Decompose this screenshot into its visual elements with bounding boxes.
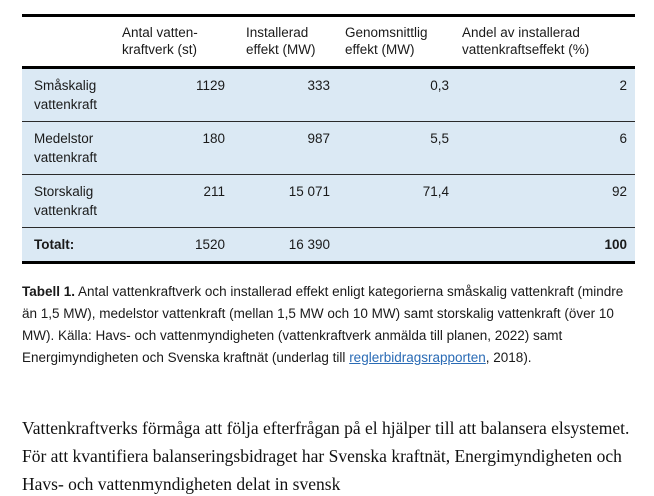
column-header-antal-vattenkraftverk: Antal vatten-kraftverk (st)	[122, 16, 246, 68]
column-header-empty	[22, 16, 122, 68]
cell-genomsnittlig: 5,5	[345, 122, 462, 175]
body-paragraph: Vattenkraftverks förmåga att följa efterfrågan på el hjälper till att balansera elsystemet. För att kvantifiera balanseringsbidraget har Svenska kraftnät, Energimyndigheten och Havs- och vattenmyndigheten delat in svensk	[22, 417, 630, 494]
hydropower-table-wrapper	[22, 14, 635, 264]
cell-antal: 211	[122, 175, 246, 228]
reglerbidragsrapporten-link[interactable]: reglerbidragsrapporten	[349, 349, 486, 365]
column-header-installerad-effekt: Installerad effekt (MW)	[246, 16, 345, 68]
column-header-genomsnittlig-effekt: Genomsnittlig effekt (MW)	[345, 16, 462, 68]
table-header-row	[22, 16, 635, 68]
cell-antal: 180	[122, 122, 246, 175]
cell-genomsnittlig: 0,3	[345, 68, 462, 122]
cell-installerad: 16 390	[246, 228, 345, 263]
table-caption	[22, 281, 640, 369]
cell-installerad: 333	[246, 68, 345, 122]
column-header-andel-installerad: Andel av installerad vattenkraftseffekt (%)	[462, 16, 635, 68]
hydropower-table	[22, 14, 635, 264]
cell-category-label: Medelstor vattenkraft	[22, 122, 122, 175]
caption-text: Antal vattenkraftverk och installerad effekt enligt kategorierna småskalig vattenkraft (mindre än 1,5 MW), medelstor vattenkraft (mellan 1,5 MW och 10 MW) samt storskalig vattenkraft (över 10 MW). Källa: Havs- och vattenmyndigheten (vattenkraftverk anmälda till planen, 2022) samt Energimyndigheten och Svenska kraftnät (underlag till	[22, 283, 624, 365]
cell-category-label: Storskalig vattenkraft	[22, 175, 122, 228]
table-row-totalt	[22, 228, 635, 263]
cell-genomsnittlig	[345, 228, 462, 263]
cell-installerad: 15 071	[246, 175, 345, 228]
cell-installerad: 987	[246, 122, 345, 175]
caption-text-after: , 2018).	[485, 349, 532, 365]
cell-antal: 1129	[122, 68, 246, 122]
table-row-smaskalig	[22, 68, 635, 122]
cell-category-label: Småskalig vattenkraft	[22, 68, 122, 122]
cell-andel: 92	[462, 175, 635, 228]
cell-andel: 6	[462, 122, 635, 175]
table-row-medelstor	[22, 122, 635, 175]
table-row-storskalig	[22, 175, 635, 228]
caption-label: Tabell 1.	[22, 283, 76, 299]
cell-genomsnittlig: 71,4	[345, 175, 462, 228]
cell-andel: 100	[462, 228, 635, 263]
cell-total-label: Totalt:	[22, 228, 122, 263]
cell-antal: 1520	[122, 228, 246, 263]
cell-andel: 2	[462, 68, 635, 122]
